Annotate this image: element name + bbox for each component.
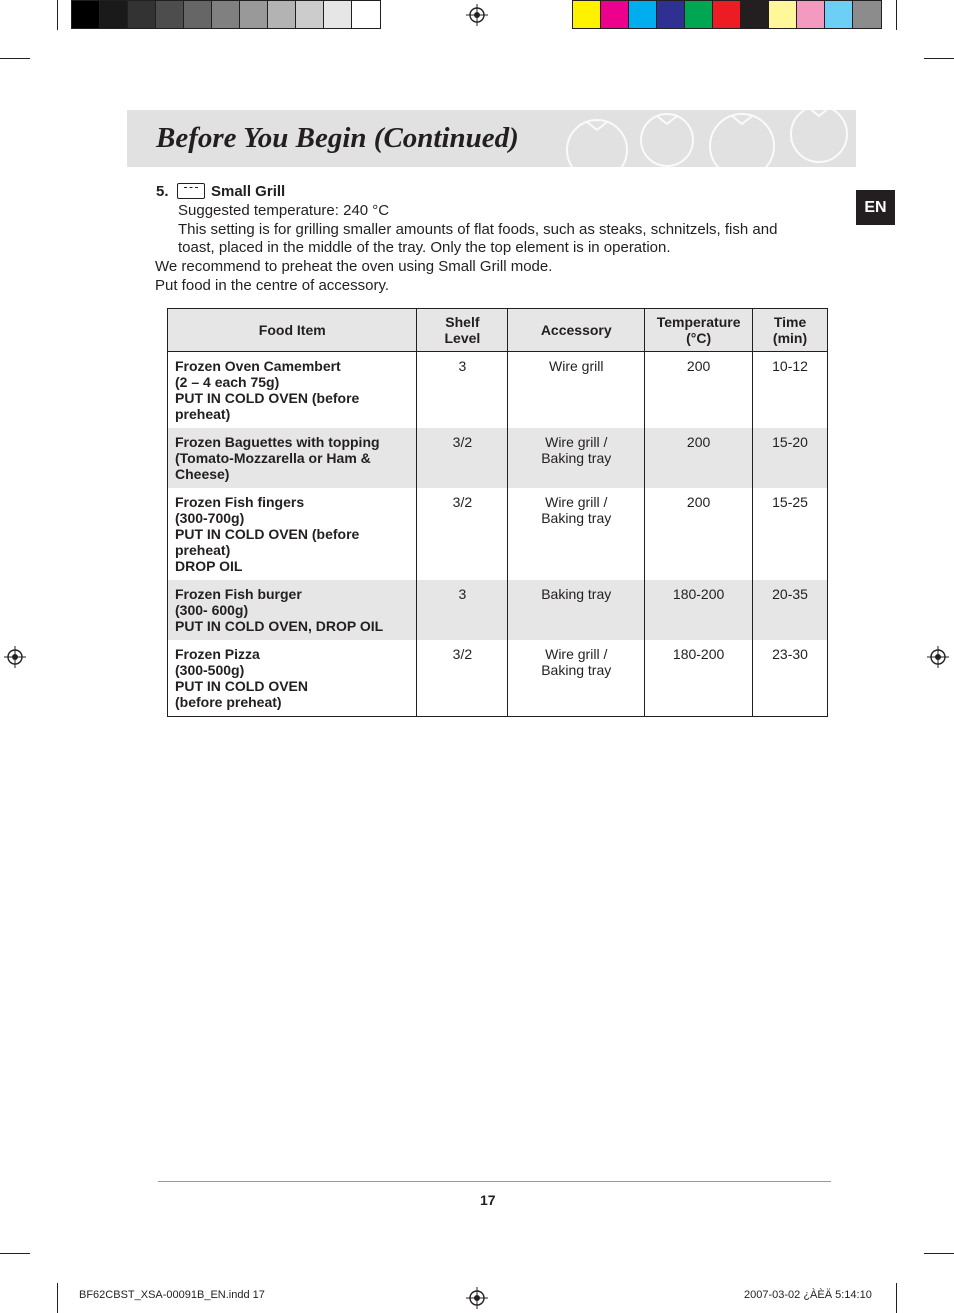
small-grill-icon bbox=[177, 183, 205, 199]
crop-mark bbox=[0, 58, 30, 59]
table-row bbox=[168, 488, 828, 580]
cell-time: 15-25 bbox=[753, 488, 828, 580]
cell-temperature: 200 bbox=[645, 488, 753, 580]
color-swatch bbox=[797, 1, 825, 28]
color-swatch bbox=[156, 1, 184, 28]
registration-mark-icon bbox=[927, 646, 949, 668]
suggested-temperature: Suggested temperature: 240 °C bbox=[178, 202, 390, 219]
cell-time: 15-20 bbox=[753, 428, 828, 488]
cell-time: 10-12 bbox=[753, 352, 828, 429]
color-swatch bbox=[296, 1, 324, 28]
preheat-note: We recommend to preheat the oven using Small Grill mode. bbox=[155, 258, 553, 275]
description-line: toast, placed in the middle of the tray. Only the top element is in operation. bbox=[178, 239, 671, 256]
color-swatch bbox=[128, 1, 156, 28]
color-swatch bbox=[629, 1, 657, 28]
color-swatch bbox=[601, 1, 629, 28]
page-title: Before You Begin (Continued) bbox=[156, 122, 519, 154]
language-tab: EN bbox=[856, 190, 895, 225]
cell-accessory: Wire grill / Baking tray bbox=[508, 640, 645, 717]
registration-mark-icon bbox=[466, 1287, 488, 1309]
color-swatch bbox=[657, 1, 685, 28]
header-food-item: Food Item bbox=[168, 309, 417, 352]
table-row bbox=[168, 580, 828, 640]
crop-mark bbox=[924, 1253, 954, 1254]
color-swatch bbox=[825, 1, 853, 28]
cell-accessory: Wire grill / Baking tray bbox=[508, 428, 645, 488]
cell-shelf-level: 3/2 bbox=[417, 488, 508, 580]
color-swatch bbox=[268, 1, 296, 28]
cooking-guide-table bbox=[167, 308, 828, 717]
color-swatch bbox=[685, 1, 713, 28]
crop-mark bbox=[57, 0, 58, 30]
crop-mark bbox=[0, 1253, 30, 1254]
cell-temperature: 200 bbox=[645, 428, 753, 488]
header-time: Time (min) bbox=[753, 309, 828, 352]
header-temperature: Temperature (°C) bbox=[645, 309, 753, 352]
description-line: This setting is for grilling smaller amounts of flat foods, such as steaks, schnitzels, fish and bbox=[178, 221, 778, 238]
cell-shelf-level: 3 bbox=[417, 580, 508, 640]
color-swatch bbox=[240, 1, 268, 28]
color-swatch bbox=[741, 1, 769, 28]
placement-note: Put food in the centre of accessory. bbox=[155, 277, 390, 294]
process-color-bar bbox=[572, 0, 882, 29]
cell-shelf-level: 3/2 bbox=[417, 428, 508, 488]
cell-accessory: Wire grill / Baking tray bbox=[508, 488, 645, 580]
color-swatch bbox=[100, 1, 128, 28]
cell-temperature: 180-200 bbox=[645, 580, 753, 640]
crop-mark bbox=[57, 1283, 58, 1313]
color-swatch bbox=[713, 1, 741, 28]
table-row bbox=[168, 352, 828, 429]
header-accessory: Accessory bbox=[508, 309, 645, 352]
cell-food-item: Frozen Fish burger (300- 600g) PUT IN COLD OVEN, DROP OIL bbox=[168, 580, 417, 640]
cell-food-item: Frozen Oven Camembert (2 – 4 each 75g) PUT IN COLD OVEN (before preheat) bbox=[168, 352, 417, 429]
page-number: 17 bbox=[480, 1192, 496, 1208]
grayscale-color-bar bbox=[71, 0, 381, 29]
registration-mark-icon bbox=[4, 646, 26, 668]
cell-time: 20-35 bbox=[753, 580, 828, 640]
color-swatch bbox=[853, 1, 881, 28]
section-number: 5. bbox=[156, 183, 169, 200]
footer-rule bbox=[158, 1181, 831, 1182]
cell-temperature: 200 bbox=[645, 352, 753, 429]
file-slug: BF62CBST_XSA-00091B_EN.indd 17 bbox=[79, 1289, 265, 1301]
section-title: Small Grill bbox=[211, 183, 286, 200]
cell-shelf-level: 3/2 bbox=[417, 640, 508, 717]
registration-mark-icon bbox=[466, 4, 488, 26]
color-swatch bbox=[573, 1, 601, 28]
tomato-decoration-icon bbox=[557, 110, 856, 167]
table-header-row bbox=[168, 309, 828, 352]
color-swatch bbox=[212, 1, 240, 28]
crop-mark bbox=[924, 58, 954, 59]
table-row bbox=[168, 428, 828, 488]
cell-food-item: Frozen Baguettes with topping (Tomato-Mozzarella or Ham & Cheese) bbox=[168, 428, 417, 488]
cell-time: 23-30 bbox=[753, 640, 828, 717]
cell-shelf-level: 3 bbox=[417, 352, 508, 429]
cell-food-item: Frozen Pizza (300-500g) PUT IN COLD OVEN (before preheat) bbox=[168, 640, 417, 717]
color-swatch bbox=[352, 1, 380, 28]
crop-mark bbox=[896, 0, 897, 30]
cell-accessory: Wire grill bbox=[508, 352, 645, 429]
cell-accessory: Baking tray bbox=[508, 580, 645, 640]
color-swatch bbox=[324, 1, 352, 28]
header-shelf-level: Shelf Level bbox=[417, 309, 508, 352]
color-swatch bbox=[184, 1, 212, 28]
table-row bbox=[168, 640, 828, 717]
cell-food-item: Frozen Fish fingers (300-700g) PUT IN COLD OVEN (before preheat) DROP OIL bbox=[168, 488, 417, 580]
color-swatch bbox=[72, 1, 100, 28]
date-slug: 2007-03-02 ¿ÀÈÄ 5:14:10 bbox=[744, 1289, 872, 1301]
cell-temperature: 180-200 bbox=[645, 640, 753, 717]
crop-mark bbox=[896, 1283, 897, 1313]
header-band bbox=[127, 110, 856, 167]
color-swatch bbox=[769, 1, 797, 28]
